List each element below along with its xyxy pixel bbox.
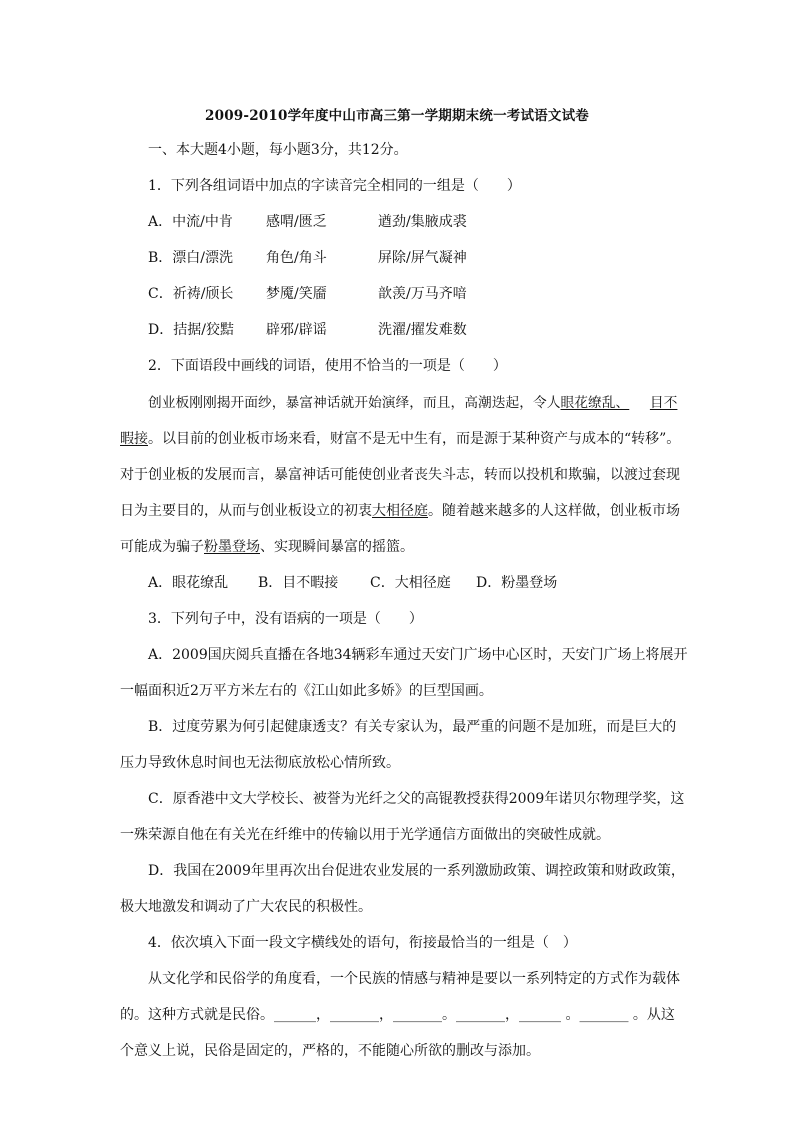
q1-row-b-col1: B．漂白/漂洗 — [148, 250, 234, 266]
q3-option-c-line-1: C．原香港中文大学校长、被誉为光纤之父的高锟教授获得2009年诺贝尔物理学奖，这 — [148, 791, 685, 807]
question-4-stem: 4．依次填入下面一段文字横线处的语句，衔接最恰当的一组是（ ） — [148, 935, 577, 951]
q1-row-c-col3: 歆羡/万马齐喑 — [378, 286, 467, 302]
question-3-stem: 3．下列句子中，没有语病的一项是（ ） — [148, 611, 423, 627]
q1-row-c-col1: C．祈祷/颀长 — [148, 286, 234, 302]
q3-option-d-line-1: D．我国在2009年里再次出台促进农业发展的一系列激励政策、调控政策和财政政策， — [148, 863, 685, 879]
underlined-term-1: 眼花缭乱、 — [560, 395, 630, 411]
q1-row-d-col2: 辟邪/辟谣 — [266, 322, 327, 338]
q3-option-c-line-2: 一殊荣源自他在有关光在纤维中的传输以用于光学通信方面做出的突破性成就。 — [120, 827, 610, 843]
q2-passage-text: 可能成为骗子 — [120, 539, 204, 555]
q2-passage-text: 。以目前的创业板市场来看，财富不是无中生有，而是源于某种资产与成本的“转移”。 — [148, 431, 681, 447]
q2-passage-text: 日为主要目的，从而与创业板设立的初衷 — [120, 503, 372, 519]
q1-row-a-col2: 感喟/匮乏 — [266, 214, 327, 230]
q1-row-a-col1: A．中流/中肯 — [148, 214, 233, 230]
q2-passage-text: 、实现瞬间暴富的摇篮。 — [260, 539, 414, 555]
underlined-term-2a: 目不 — [649, 395, 678, 411]
q1-row-b-col2: 角色/角斗 — [266, 250, 327, 266]
underlined-term-2b: 暇接 — [120, 431, 148, 447]
q2-passage-text: 创业板刚刚揭开面纱，暴富神话就开始演绎，而且，高潮迭起，令人 — [148, 395, 561, 411]
underlined-term-3: 大相径庭 — [372, 503, 428, 519]
q2-passage-line-2 — [120, 430, 680, 448]
q2-passage-line-1 — [148, 394, 680, 412]
q3-option-a-line-1: A．2009国庆阅兵直播在各地34辆彩车通过天安门广场中心区时，天安门广场上将展开 — [148, 647, 688, 663]
q2-option-a: A．眼花缭乱 — [148, 575, 229, 591]
q2-passage-text: 。随着越来越多的人这样做，创业板市场 — [428, 503, 680, 519]
exam-title: 2009-2010学年度中山市高三第一学期期末统一考试语文试卷 — [205, 108, 589, 124]
q2-option-b: B．目不暇接 — [258, 575, 339, 591]
q2-option-d: D．粉墨登场 — [476, 575, 558, 591]
q1-row-c-col2: 梦魇/笑靥 — [266, 286, 327, 302]
q2-option-c: C．大相径庭 — [370, 575, 451, 591]
q4-passage-line-3: 个意义上说，民俗是固定的，严格的，不能随心所欲的删改与添加。 — [120, 1043, 540, 1059]
q4-passage-line-1: 从文化学和民俗学的角度看，一个民族的情感与精神是要以一系列特定的方式作为载体 — [148, 971, 680, 987]
question-1-stem: 1．下列各组词语中加点的字读音完全相同的一组是（ ） — [148, 178, 521, 194]
q1-row-b-col3: 屏除/屏气凝神 — [378, 250, 467, 266]
q1-row-a-col3: 遒劲/集腋成裘 — [378, 214, 467, 230]
q3-option-b-line-1: B．过度劳累为何引起健康透支？有关专家认为，最严重的问题不是加班，而是巨大的 — [148, 719, 677, 735]
question-2-stem: 2．下面语段中画线的词语，使用不恰当的一项是（ ） — [148, 358, 507, 374]
section-heading: 一、本大题4小题，每小题3分，共12分。 — [148, 142, 408, 158]
q3-option-a-line-2: 一幅面积近2万平方米左右的《江山如此多娇》的巨型国画。 — [120, 683, 493, 699]
underlined-term-4: 粉墨登场 — [204, 539, 260, 555]
q3-option-d-line-2: 极大地激发和调动了广大农民的积极性。 — [120, 899, 372, 915]
q2-passage-line-5 — [120, 538, 680, 556]
q3-option-b-line-2: 压力导致休息时间也无法彻底放松心情所致。 — [120, 755, 400, 771]
q1-row-d-col3: 洗濯/擢发难数 — [378, 322, 467, 338]
q1-row-d-col1: D．拮据/狡黠 — [148, 322, 234, 338]
q2-passage-line-4 — [120, 502, 680, 520]
q2-passage-line-3: 对于创业板的发展而言，暴富神话可能使创业者丧失斗志，转而以投机和欺骗，以渡过套现 — [120, 467, 680, 483]
q4-passage-line-2: 的。这种方式就是民俗。______，_______，_______。_______，______ 。_______ 。从这 — [120, 1007, 675, 1023]
